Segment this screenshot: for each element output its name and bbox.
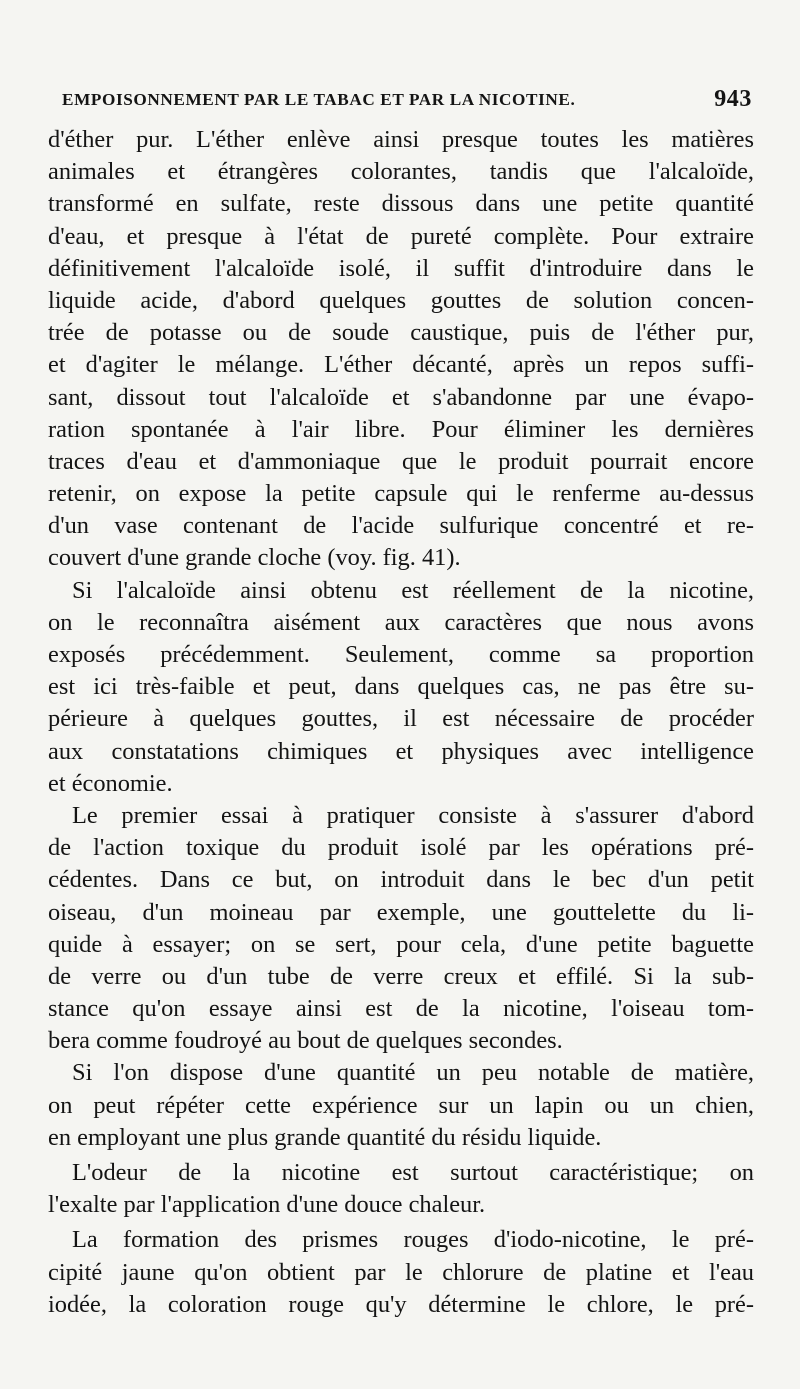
text-line: aux constatations chimiques et physiques avec intelligence bbox=[48, 737, 754, 765]
text-line: cédentes. Dans ce but, on introduit dans le bec d'un petit bbox=[48, 866, 754, 894]
text-line: et économie. bbox=[48, 769, 173, 797]
text-line: est ici très-faible et peut, dans quelques cas, ne pas être su- bbox=[48, 673, 754, 701]
page-header bbox=[62, 86, 752, 116]
text-line: bera comme foudroyé au bout de quelques secondes. bbox=[48, 1027, 563, 1055]
paragraph bbox=[48, 1157, 754, 1221]
text-line: de verre ou d'un tube de verre creux et effilé. Si la sub- bbox=[48, 962, 754, 990]
text-line: exposés précédemment. Seulement, comme sa proportion bbox=[48, 641, 754, 668]
text-line: ration spontanée à l'air libre. Pour éliminer les dernières bbox=[48, 415, 754, 443]
text-line: l'exalte par l'application d'une douce chaleur. bbox=[48, 1191, 486, 1219]
text-line: en employant une plus grande quantité du résidu liquide. bbox=[48, 1123, 602, 1151]
page-number: 943 bbox=[714, 86, 752, 112]
text-line: retenir, on expose la petite capsule qui le renferme au-dessus bbox=[48, 480, 754, 508]
text-line: de l'action toxique du produit isolé par les opérations pré- bbox=[48, 834, 754, 862]
text-line: couvert d'une grande cloche (voy. fig. 41). bbox=[48, 544, 461, 572]
text-line: quide à essayer; on se sert, pour cela, d'une petite baguette bbox=[48, 930, 754, 958]
text-line: oiseau, d'un moineau par exemple, une gouttelette du li- bbox=[48, 898, 754, 926]
text-line: transformé en sulfate, reste dissous dans une petite quantité bbox=[48, 190, 754, 218]
text-line: définitivement l'alcaloïde isolé, il suffit d'introduire dans le bbox=[48, 254, 754, 282]
text-line: traces d'eau et d'ammoniaque que le produit pourrait encore bbox=[48, 447, 754, 475]
text-line: animales et étrangères colorantes, tandis que l'alcaloïde, bbox=[48, 158, 754, 186]
body-text bbox=[48, 124, 754, 1321]
text-line: trée de potasse ou de soude caustique, puis de l'éther pur, bbox=[48, 319, 754, 347]
text-line: Si l'on dispose d'une quantité un peu notable de matière, bbox=[72, 1059, 754, 1087]
text-line: cipité jaune qu'on obtient par le chlorure de platine et l'eau bbox=[48, 1258, 754, 1286]
text-line: d'eau, et presque à l'état de pureté complète. Pour extraire bbox=[48, 222, 754, 250]
text-line: La formation des prismes rouges d'iodo-nicotine, le pré- bbox=[72, 1226, 754, 1254]
running-title: EMPOISONNEMENT PAR LE TABAC ET PAR LA NICOTINE. bbox=[62, 90, 576, 109]
text-line: L'odeur de la nicotine est surtout caractéristique; on bbox=[72, 1159, 754, 1186]
text-line: iodée, la coloration rouge qu'y détermine le chlore, le pré- bbox=[48, 1290, 754, 1318]
paragraph bbox=[48, 124, 754, 575]
paragraph bbox=[48, 800, 754, 1058]
text-line: sant, dissout tout l'alcaloïde et s'abandonne par une évapo- bbox=[48, 383, 754, 411]
text-line: d'un vase contenant de l'acide sulfurique concentré et re- bbox=[48, 512, 754, 540]
paragraph bbox=[48, 1057, 754, 1154]
text-line: liquide acide, d'abord quelques gouttes de solution concen- bbox=[48, 286, 754, 314]
text-line: on le reconnaîtra aisément aux caractères que nous avons bbox=[48, 608, 754, 636]
paragraph bbox=[48, 1224, 754, 1321]
text-line: Si l'alcaloïde ainsi obtenu est réellement de la nicotine, bbox=[72, 576, 754, 604]
text-line: Le premier essai à pratiquer consiste à s'assurer d'abord bbox=[72, 801, 754, 829]
text-line: on peut répéter cette expérience sur un lapin ou un chien, bbox=[48, 1091, 754, 1119]
text-line: stance qu'on essaye ainsi est de la nicotine, l'oiseau tom- bbox=[48, 995, 754, 1023]
text-line: et d'agiter le mélange. L'éther décanté, après un repos suffi- bbox=[48, 351, 754, 379]
text-line: d'éther pur. L'éther enlève ainsi presque toutes les matières bbox=[48, 126, 754, 153]
text-line: périeure à quelques gouttes, il est nécessaire de procéder bbox=[48, 705, 754, 733]
paragraph bbox=[48, 575, 754, 800]
